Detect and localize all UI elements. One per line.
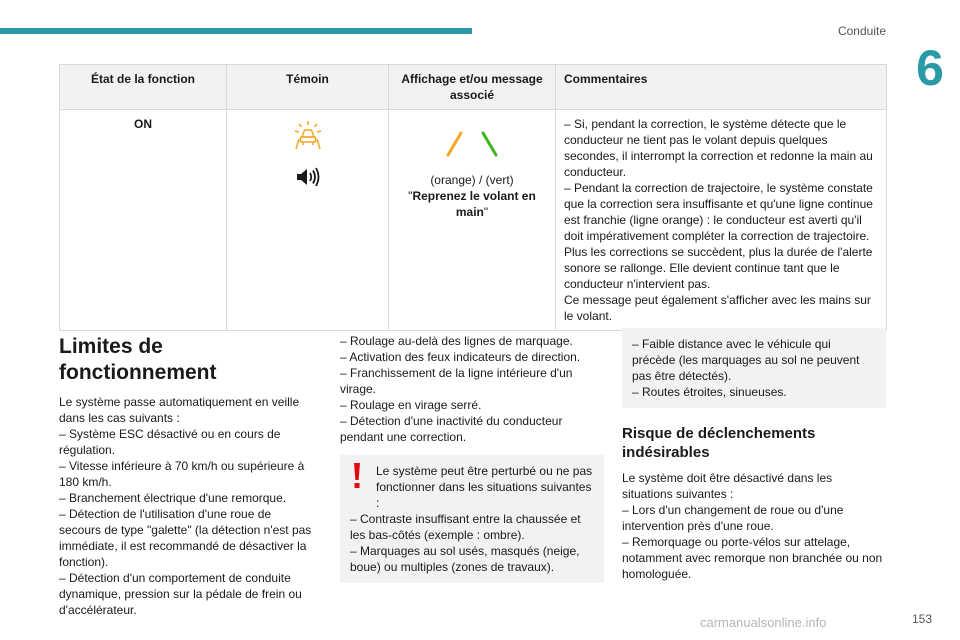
- list-item: – Système ESC désactivé ou en cours de régulation.: [59, 427, 281, 457]
- list-item: – Roulage en virage serré.: [340, 398, 482, 412]
- column-left: [59, 334, 316, 618]
- list-item: – Vitesse inférieure à 70 km/h ou supérieure à 180 km/h.: [59, 459, 305, 489]
- table-row: [60, 110, 887, 331]
- lane-departure-warning-icon: [292, 120, 324, 154]
- header-indicator: Témoin: [227, 65, 389, 110]
- list-item: – Détection d'un comportement de conduite dynamique, pression sur la pédale de frein ou d'accélérateur.: [59, 571, 302, 617]
- section-heading-risk: Risque de déclenchements indésirables: [622, 425, 816, 461]
- exclamation-warning-icon: [352, 463, 362, 493]
- text-line: Le système doit être désactivé dans les situations suivantes :: [622, 471, 833, 501]
- orange-line-mark: [448, 133, 461, 155]
- list-item: – Faible distance avec le véhicule qui précède (les marquages au sol ne peuvent pas être détectés).: [632, 337, 860, 383]
- column-middle: [340, 333, 604, 583]
- message-text: "Reprenez le volant en main": [408, 189, 536, 219]
- warning-box: [340, 455, 604, 583]
- message-colors: (orange) / (vert): [430, 173, 514, 187]
- list-item: – Détection de l'utilisation d'une roue de secours de type "galette" (la détection n'est pas immédiate, il est recommandé de désactiver la fonction).: [59, 507, 312, 569]
- watermark: carmanualsonline.info: [700, 615, 827, 630]
- green-line-mark: [483, 133, 496, 155]
- list-item: – Routes étroites, sinueuses.: [632, 385, 787, 399]
- column-right: [622, 328, 886, 582]
- list-item: – Détection d'une inactivité du conducteur pendant une correction.: [340, 414, 563, 444]
- comment-line: – Pendant la correction de trajectoire, le système constate que la correction sera insuffisante et qu'une ligne continue est franchie (ligne orange) : le conducteur est averti qu'il doit impérativement compléter la correction de trajectoire. Plus les corrections se succèdent, plus la durée de l'alerte sonore se rallonge. Elle devient continue tant que le conducteur n'intervient pas.: [564, 181, 873, 291]
- table-header-row: [60, 65, 887, 110]
- section-heading-limits: Limites de fonctionnement: [59, 335, 217, 384]
- state-cell: ON: [60, 110, 227, 331]
- list-item: – Remorquage ou porte-vélos sur attelage, notamment avec remorque non branchée ou non homologuée.: [622, 535, 883, 581]
- chapter-number: 6: [916, 40, 944, 96]
- text-line: Le système passe automatiquement en veille dans les cas suivants :: [59, 395, 300, 425]
- header-comments: Commentaires: [556, 65, 887, 110]
- warning-intro: Le système peut être perturbé ou ne pas fonctionner dans les situations suivantes :: [376, 464, 593, 510]
- comments-cell: [556, 110, 887, 331]
- list-item: – Contraste insuffisant entre la chaussée et les bas-côtés (exemple : ombre).: [350, 512, 581, 542]
- function-status-table: [59, 64, 887, 331]
- message-cell: [389, 110, 556, 331]
- section-title: Conduite: [837, 24, 886, 38]
- conditions-box: [622, 328, 886, 408]
- page-number: 153: [911, 612, 932, 626]
- header-accent-bar: [0, 28, 472, 34]
- message-bold: Reprenez le volant en main: [412, 189, 536, 219]
- indicator-cell: [227, 110, 389, 331]
- list-item: – Roulage au-delà des lignes de marquage.: [340, 334, 573, 348]
- list-item: – Lors d'un changement de roue ou d'une intervention près d'une roue.: [622, 503, 844, 533]
- list-item: – Marquages au sol usés, masqués (neige, boue) ou multiples (zones de travaux).: [350, 544, 580, 574]
- header-state: État de la fonction: [60, 65, 227, 110]
- list-item: – Branchement électrique d'une remorque.: [59, 491, 287, 505]
- speaker-icon: [295, 166, 321, 192]
- header-message: Affichage et/ou message associé: [389, 65, 556, 110]
- lane-lines-graphic: [397, 128, 547, 162]
- chapter-number-tab: [900, 38, 960, 98]
- list-item: – Activation des feux indicateurs de direction.: [340, 350, 581, 364]
- comment-line: Ce message peut également s'afficher avec les mains sur le volant.: [564, 293, 871, 323]
- list-item: – Franchissement de la ligne intérieure d'un virage.: [340, 366, 573, 396]
- comment-line: – Si, pendant la correction, le système détecte que le conducteur ne tient pas le volant depuis quelques secondes, il interrompt la correction et redonne la main au conducteur.: [564, 117, 873, 179]
